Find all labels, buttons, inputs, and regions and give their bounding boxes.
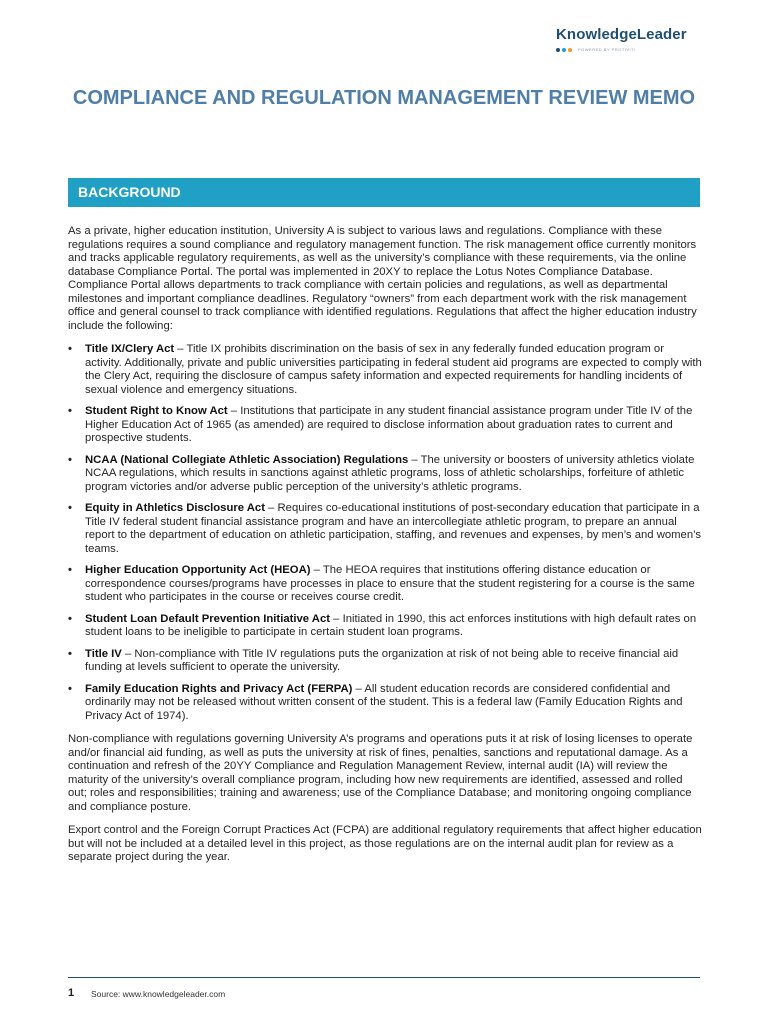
- section-header-background: [68, 178, 700, 207]
- list-item: [68, 564, 702, 605]
- logo-dot-2: [562, 48, 566, 52]
- regulation-description: – Title IX prohibits discrimination on the basis of sex in any federally funded education program or activity. Additionally, private and public universities participating in federal student aid programs are expected to comply with the Clery Act, requiring the disclosure of campus safety information and expected requirements for handling incidents of sexual violence and emergency situations.: [85, 343, 702, 396]
- regulation-term: Family Education Rights and Privacy Act (FERPA): [85, 682, 353, 695]
- logo-subline: [556, 47, 716, 52]
- list-item: [68, 405, 702, 446]
- regulation-description: – All student education records are considered confidential and ordinarily may not be released without written consent of the student. This is a federal law (Family Education Rights and Privacy Act of 1974).: [85, 682, 683, 722]
- bullet-marker: •: [68, 405, 72, 417]
- export-control-paragraph: Export control and the Foreign Corrupt Practices Act (FCPA) are additional regulatory requirements that affect higher education but will not be included at a detailed level in this project, as those regulations are on the internal audit plan for review as a separate project during the year.: [68, 824, 702, 863]
- source-text: Source: www.knowledgeleader.com: [91, 989, 226, 999]
- regulation-term: Title IV: [85, 647, 122, 660]
- regulation-description: – Requires co-educational institutions of post-secondary education that participate in a Title IV federal student financial assistance program and have an intercollegiate athletic program, to prepare an annual report to the department of education on athletic participation, staffing, and revenues and expenses, by men’s and women’s teams.: [85, 502, 702, 555]
- knowledgeleader-logo: [556, 26, 716, 58]
- intro-paragraph: As a private, higher education institution, University A is subject to various laws and regulations. Compliance with these regulations requires a sound compliance and regulatory management function. The risk management office currently monitors and tracks applicable regulatory requirements, as well as the university’s compliance with these requirements, via the online database Compliance Portal. The portal was implemented in 20XY to replace the Lotus Notes Compliance Database. Compliance Portal allows departments to track compliance with certain policies and regulations, as well as departmental milestones and important compliance deadlines. Regulatory “owners” from each department work with the risk management office and general counsel to track compliance with identified regulations. Regulations that affect the higher education industry include the following:: [68, 225, 697, 332]
- bullet-marker: •: [68, 502, 72, 514]
- list-item: [68, 454, 702, 495]
- regulation-term: Equity in Athletics Disclosure Act: [85, 502, 265, 514]
- memo-body: [68, 225, 702, 875]
- list-item: [68, 613, 702, 640]
- noncompliance-paragraph: Non-compliance with regulations governing University A’s programs and operations puts it at risk of losing licenses to operate and/or financial aid funding, as well as puts the university at risk of fines, penalties, sanctions and reputational damage. As a continuation and refresh of the 20YY Compliance and Regulation Management Review, internal audit (IA) will review the maturity of the university’s overall compliance program, including how new requirements are identified, assessed and rolled out; roles and responsibilities; training and awareness; use of the Compliance Database; and monitoring ongoing compliance and compliance posture.: [68, 733, 693, 813]
- list-item: [68, 683, 702, 724]
- regulation-description: – Institutions that participate in any student financial assistance program under Title IV of the Higher Education Act of 1965 (as amended) are required to disclose information about graduation rates to current and prospective students.: [85, 405, 693, 444]
- list-item: [68, 502, 702, 556]
- bullet-marker: •: [68, 612, 72, 625]
- regulation-term: Student Right to Know Act: [85, 405, 228, 417]
- regulation-term: NCAA (National Collegiate Athletic Association) Regulations: [85, 453, 409, 466]
- regulation-term: Title IX/Clery Act: [85, 343, 175, 355]
- section-heading: BACKGROUND: [78, 184, 181, 200]
- footer-divider: [68, 977, 700, 978]
- regulation-term: Higher Education Opportunity Act (HEOA): [85, 564, 311, 576]
- bullet-marker: •: [68, 564, 72, 576]
- logo-dots: [556, 48, 572, 52]
- bullet-marker: •: [68, 343, 72, 355]
- bullet-marker: •: [68, 682, 72, 695]
- logo-wordmark: KnowledgeLeader: [556, 26, 687, 43]
- regulations-list: [68, 343, 702, 723]
- bullet-marker: •: [68, 453, 72, 466]
- list-item: [68, 648, 702, 675]
- logo-dot-1: [556, 48, 560, 52]
- logo-dot-3: [568, 48, 572, 52]
- logo-tagline: POWERED BY PROTIVITI: [578, 47, 636, 52]
- bullet-marker: •: [68, 647, 72, 660]
- regulation-description: – The HEOA requires that institutions offering distance education or correspondence courses/programs have processes in place to ensure that the student registering for a course is the same student who participates in the course or receives course credit.: [85, 564, 695, 603]
- regulation-description: – The university or boosters of university athletics violate NCAA regulations, which results in sanctions against athletic programs, loss of athletic scholarships, forfeiture of athletic program victories and/or adverse public perception of the university’s athletic programs.: [85, 453, 695, 493]
- list-item: [68, 343, 702, 397]
- page-number: 1: [68, 987, 75, 999]
- regulation-term: Student Loan Default Prevention Initiative Act: [85, 612, 331, 625]
- page-title: COMPLIANCE AND REGULATION MANAGEMENT REVIEW MEMO: [72, 87, 696, 109]
- regulation-description: – Initiated in 1990, this act enforces institutions with high default rates on student loans to be ineligible to participate in certain student loan programs.: [85, 612, 697, 638]
- regulation-description: – Non-compliance with Title IV regulations puts the organization at risk of not being able to receive financial aid funding at levels sufficient to operate the university.: [85, 647, 679, 673]
